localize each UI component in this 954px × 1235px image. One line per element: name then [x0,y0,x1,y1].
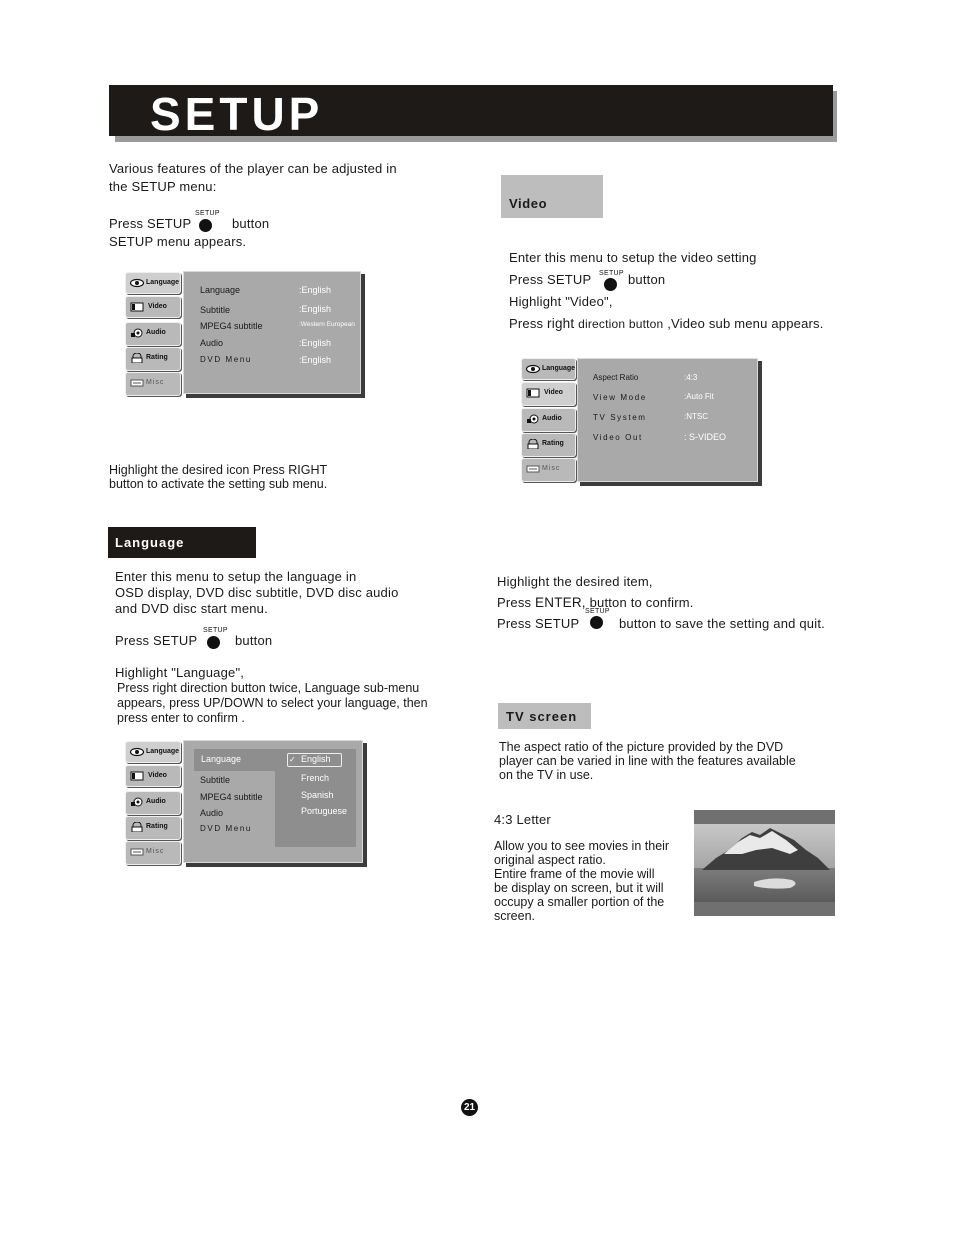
osd-icon-rating: Rating [521,433,576,457]
confirm-press-setup: Press SETUP [497,616,580,631]
confirm-enter-line: Press ENTER, button to confirm. [497,595,694,610]
language-instr-line-3: press enter to confirm . [117,711,245,725]
keyboard-icon [130,847,144,857]
osd-icon-audio: Audio [521,408,576,432]
setup-button-label: SETUP [585,608,610,615]
setup-button-icon [199,219,212,232]
osd-main-row-value: :English [299,285,332,295]
osd-main-row-value: :English [299,304,332,314]
keyboard-icon [526,464,540,474]
osd-icon-language: Language [125,272,181,294]
language-highlight: Highlight "Language", [115,665,245,680]
setup-button-label: SETUP [203,627,228,634]
speaker-icon [130,328,144,338]
osd-main-row-value: :Western European [299,321,355,328]
osd-lang-row-label: Audio [200,808,224,818]
video-section-tag: Video [501,175,603,218]
osd-icon-rating: Rating [125,347,181,371]
letterbox-mode-title: 4:3 Letter [494,812,551,827]
letterbox-desc-line: original aspect ratio. [494,853,606,867]
osd-video-row-label: View Mode [593,393,647,402]
osd-lang-option: English [301,754,331,764]
intro-press-button-word: button [232,216,270,231]
osd-icon-video: Video [521,382,576,406]
osd-icon-misc: Misc [125,841,181,865]
osd-icon-misc: Misc [125,372,181,396]
osd-lang-option: Spanish [301,790,334,800]
language-press-setup: Press SETUP [115,633,198,648]
osd-video-row-value: : S-VIDEO [684,432,727,442]
language-desc-line-1: Enter this menu to setup the language in [115,569,357,584]
language-desc-line-3: and DVD disc start menu. [115,601,268,616]
letterbox-desc-line: be display on screen, but it will [494,881,664,895]
osd-icon-video: Video [125,765,181,787]
letterbox-desc-line: Entire frame of the movie will [494,867,655,881]
osd-video-row-label: Aspect Ratio [593,373,639,382]
osd-main-row-label: MPEG4 subtitle [200,321,263,331]
intro-highlight-line-2: button to activate the setting sub menu. [109,477,328,491]
lock-icon [130,822,144,832]
setup-button-label: SETUP [599,270,624,277]
osd-video-row-value: :NTSC [684,412,708,421]
intro-press-setup: Press SETUP [109,216,192,231]
language-section-tag: Language [108,527,256,558]
video-press-setup: Press SETUP [509,272,592,287]
video-right-instruction: Press right direction button ,Video sub menu appears. [509,316,824,331]
video-desc: Enter this menu to setup the video setting [509,250,757,265]
language-instr-line-1: Press right direction button twice, Language sub-menu [117,681,420,695]
osd-main-row-label: DVD Menu [200,355,252,364]
osd-lang-row-label: Language [201,754,242,764]
osd-icon-language: Language [521,358,576,380]
osd-icon-rating: Rating [125,816,181,840]
osd-lang-option: French [301,773,330,783]
letterbox-example-image [694,810,835,916]
language-instr-line-2: appears, press UP/DOWN to select your language, then [117,696,428,710]
osd-video-row-label: Video Out [593,433,643,442]
osd-icon-audio: Audio [125,791,181,815]
lock-icon [526,439,540,449]
page-number: 21 [461,1099,478,1116]
keyboard-icon [130,378,144,388]
intro-highlight-line-1: Highlight the desired icon Press RIGHT [109,463,328,477]
osd-icon-misc: Misc [521,458,576,482]
iceberg-photo [694,810,835,916]
intro-line-2: the SETUP menu: [109,179,217,194]
osd-main-row-value: :English [299,338,332,348]
lock-icon [130,353,144,363]
page-title: SETUP [150,88,324,140]
osd-lang-option: Portuguese [301,806,348,816]
osd-lang-row-label: Subtitle [200,775,231,785]
osd-video-row-label: TV System [593,413,647,422]
letterbox-desc-line: Allow you to see movies in their [494,839,670,853]
letterbox-desc-line: screen. [494,909,535,923]
osd-icon-video: Video [125,296,181,318]
osd-main-row-label: Language [200,285,241,295]
check-icon: ✓ [289,755,296,764]
intro-menu-appears: SETUP menu appears. [109,234,247,249]
speaker-icon [130,797,144,807]
intro-line-1: Various features of the player can be adjusted in [109,161,397,176]
osd-icon-audio: Audio [125,322,181,346]
osd-video-row-value: :Auto Fit [684,392,714,401]
video-highlight: Highlight "Video", [509,294,613,309]
osd-video-row-value: :4:3 [684,373,698,382]
language-desc-line-2: OSD display, DVD disc subtitle, DVD disc audio [115,585,399,600]
osd-main-row-label: Subtitle [200,305,231,315]
letterbox-desc-line: occupy a smaller portion of the [494,895,665,909]
osd-lang-row-label: MPEG4 subtitle [200,792,263,802]
osd-main-row-value: :English [299,355,332,365]
setup-button-label: SETUP [195,210,220,217]
language-press-button-word: button [235,633,273,648]
tv-desc-line-2: player can be varied in line with the features available [499,754,796,768]
speaker-icon [526,414,540,424]
osd-lang-row-label: DVD Menu [200,824,252,833]
tv-desc-line-3: on the TV in use. [499,768,594,782]
osd-main-row-label: Audio [200,338,224,348]
film-icon [130,302,144,312]
tv-desc-line-1: The aspect ratio of the picture provided by the DVD [499,740,784,754]
setup-button-icon [590,616,603,629]
video-press-button-word: button [628,272,666,287]
setup-button-icon [604,278,617,291]
eye-icon [526,364,540,374]
tv-screen-section-tag: TV screen [498,703,591,729]
confirm-save-quit: button to save the setting and quit. [619,616,825,631]
osd-icon-language: Language [125,741,181,763]
setup-button-icon [207,636,220,649]
film-icon [526,388,540,398]
confirm-line-1: Highlight the desired item, [497,574,653,589]
film-icon [130,771,144,781]
eye-icon [130,278,144,288]
eye-icon [130,747,144,757]
